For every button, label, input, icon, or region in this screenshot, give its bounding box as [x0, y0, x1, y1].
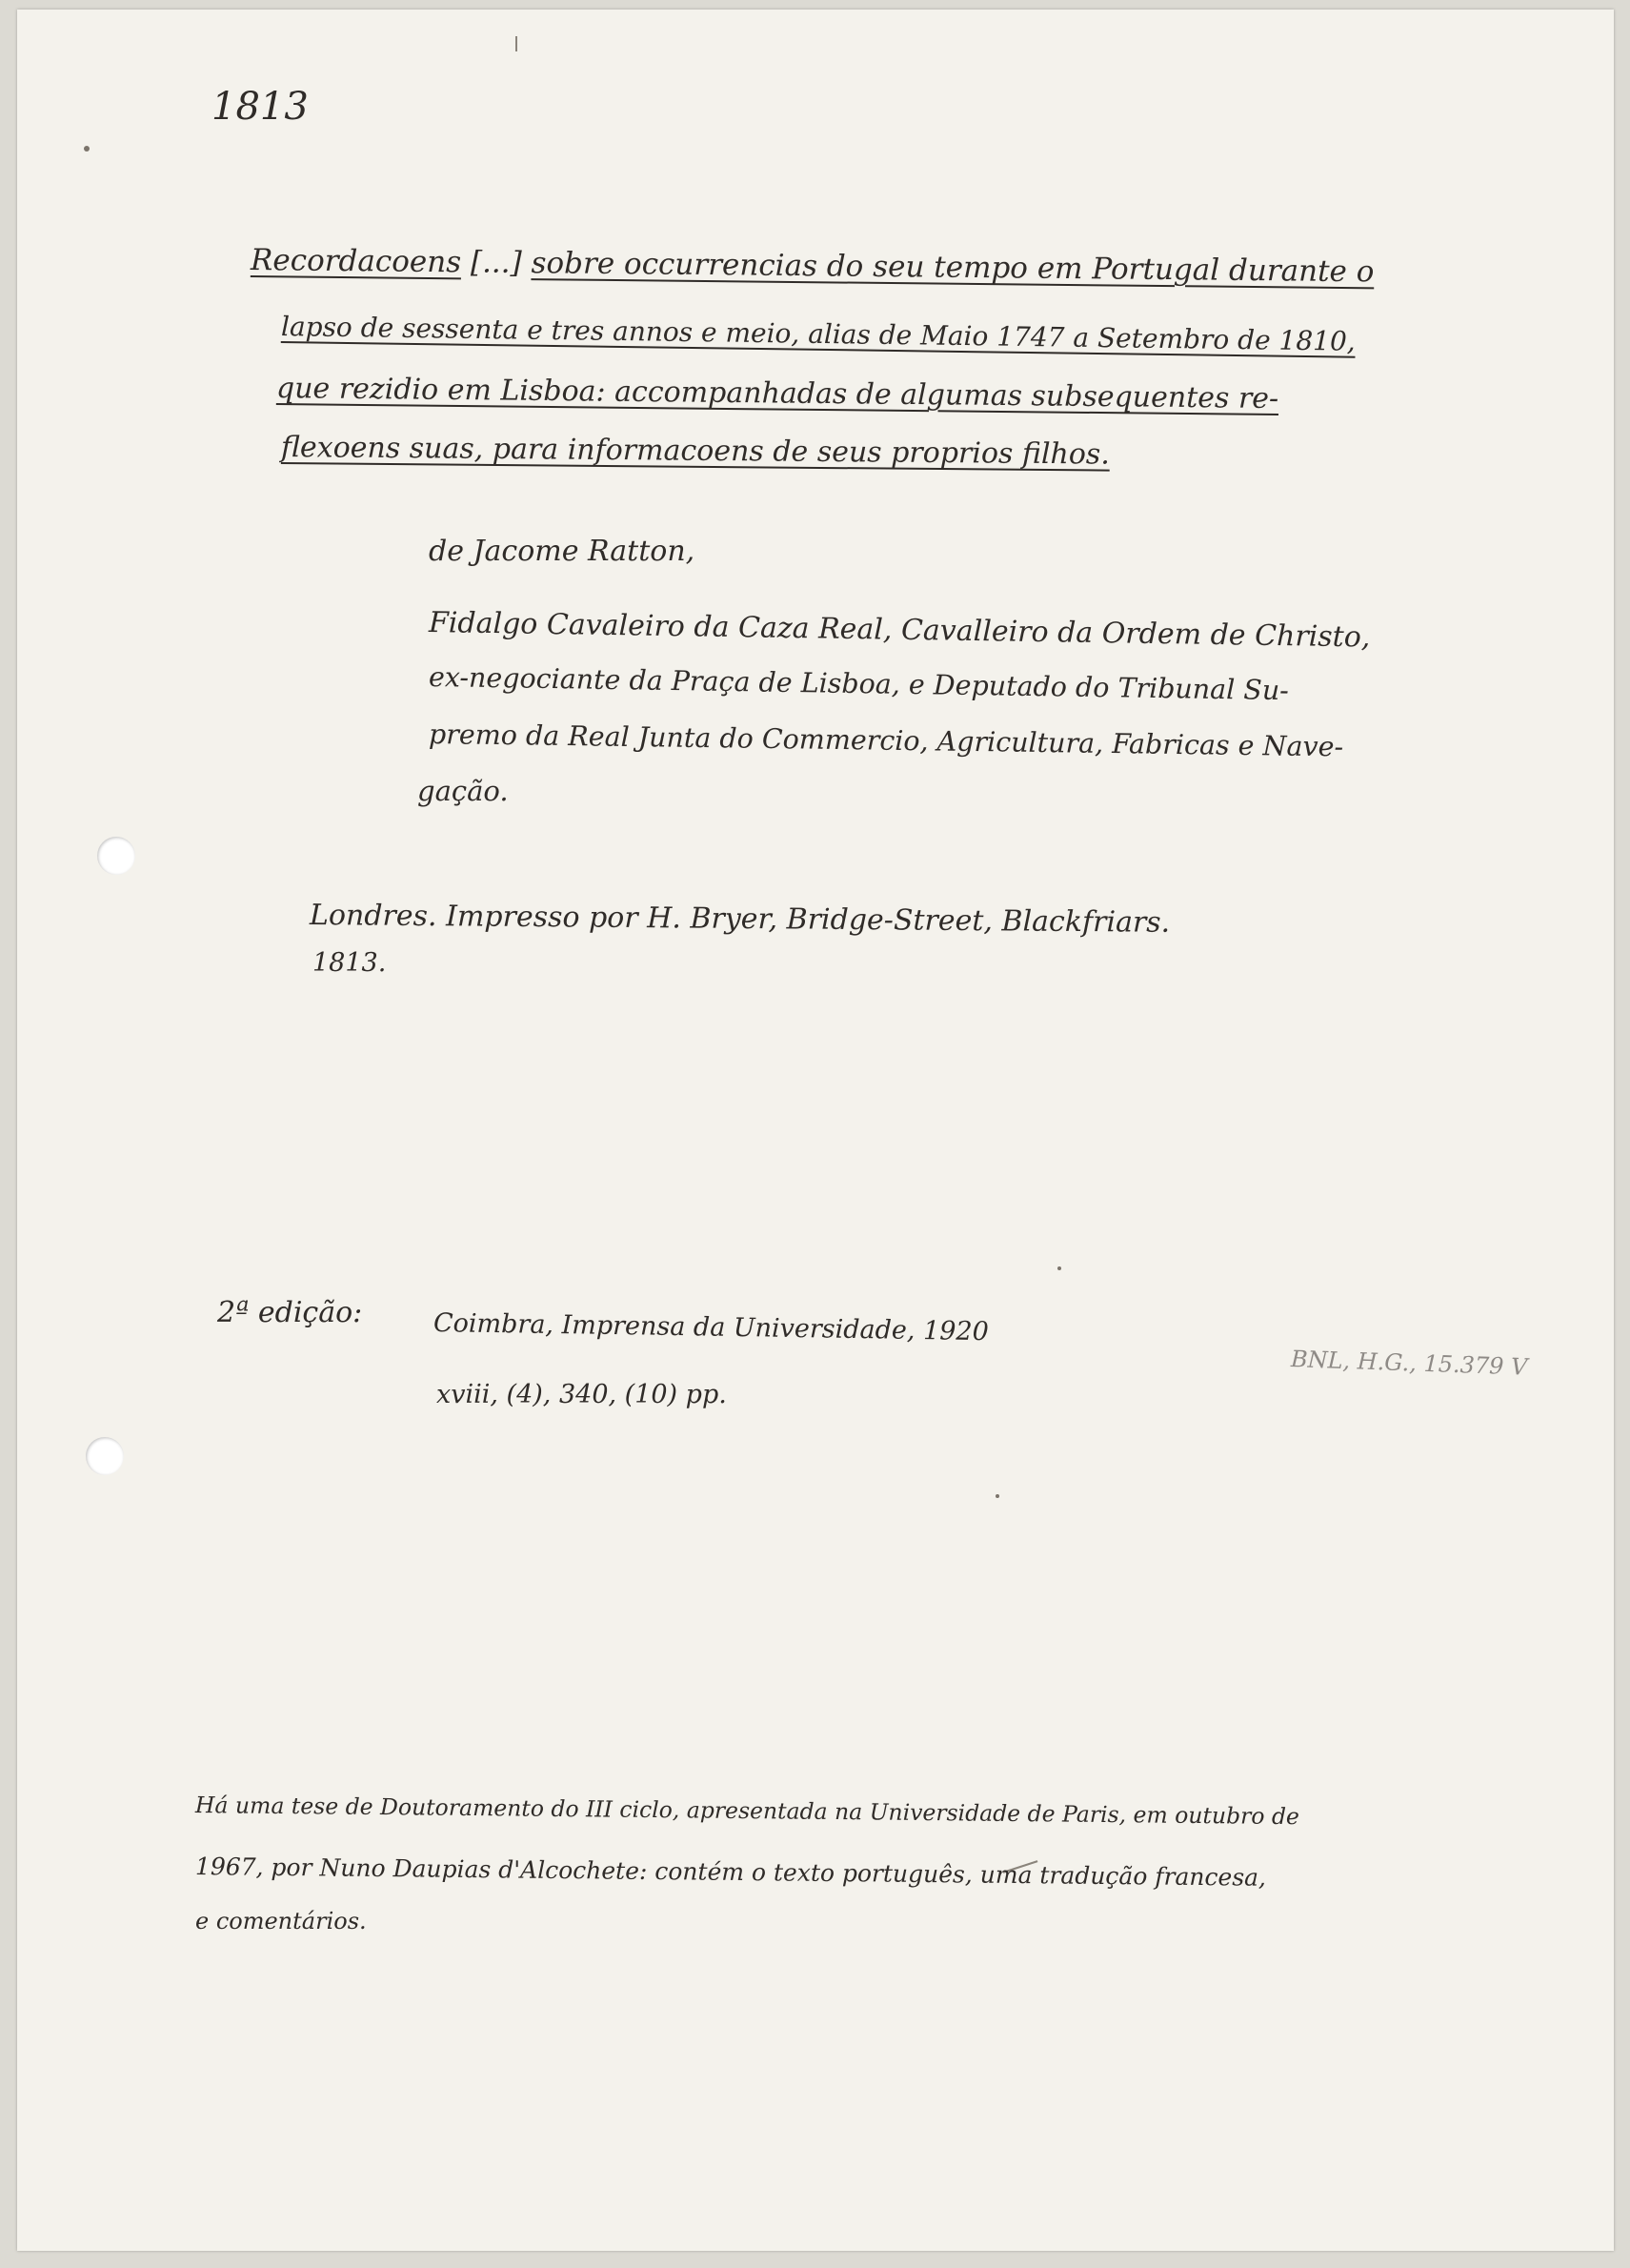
- paper-speck: [996, 1494, 999, 1498]
- title-line-1-rest: sobre occurrencias do seu tempo em Portugal durante o: [531, 246, 1375, 290]
- punch-hole-bottom: [86, 1437, 124, 1475]
- year-heading: 1813: [211, 85, 309, 129]
- note-line-1: Há uma tese de Doutoramento do III ciclo, apresentada na Universidade de Paris, em outubro de: [194, 1792, 1300, 1831]
- author-line-5: gação.: [417, 775, 509, 807]
- paper-speck: [1057, 1266, 1061, 1270]
- stray-pen-mark: [515, 36, 517, 51]
- title-word-recordacoens: Recordacoens: [250, 243, 462, 280]
- paper-speck: [84, 146, 90, 152]
- second-edition-label: 2ª edição:: [217, 1296, 363, 1329]
- note-line-2: 1967, por Nuno Daupias d'Alcochete: contém o texto português, uma tradução francesa,: [194, 1853, 1267, 1892]
- title-line-3: que rezidio em Lisboa: accompanhadas de algumas subsequentes re-: [275, 372, 1279, 416]
- title-ellipsis: [...]: [470, 245, 522, 280]
- author-line-3: ex-negociante da Praça de Lisboa, e Deputado do Tribunal Su-: [428, 661, 1290, 707]
- title-line-4: flexoens suas, para informacoens de seus proprios filhos.: [280, 431, 1110, 472]
- imprint-line-1: Londres. Impresso por H. Bryer, Bridge-Street, Blackfriars.: [309, 899, 1171, 940]
- second-edition-pagination: xviii, (4), 340, (10) pp.: [436, 1380, 727, 1409]
- author-name: de Jacome Ratton,: [429, 535, 695, 568]
- imprint-year: 1813.: [312, 948, 387, 978]
- second-edition-publisher: Coimbra, Imprensa da Universidade, 1920: [433, 1308, 990, 1347]
- author-line-4: premo da Real Junta do Commercio, Agricultura, Fabricas e Nave-: [428, 719, 1344, 763]
- title-line-2: lapso de sessenta e tres annos e meio, alias de Maio 1747 a Setembro de 1810,: [280, 311, 1356, 357]
- punch-hole-top: [97, 837, 135, 875]
- note-line-3: e comentários.: [195, 1908, 367, 1934]
- shelfmark: BNL, H.G., 15.379 V: [1290, 1346, 1528, 1381]
- author-line-2: Fidalgo Cavaleiro da Caza Real, Cavalleiro da Ordem de Christo,: [428, 606, 1371, 655]
